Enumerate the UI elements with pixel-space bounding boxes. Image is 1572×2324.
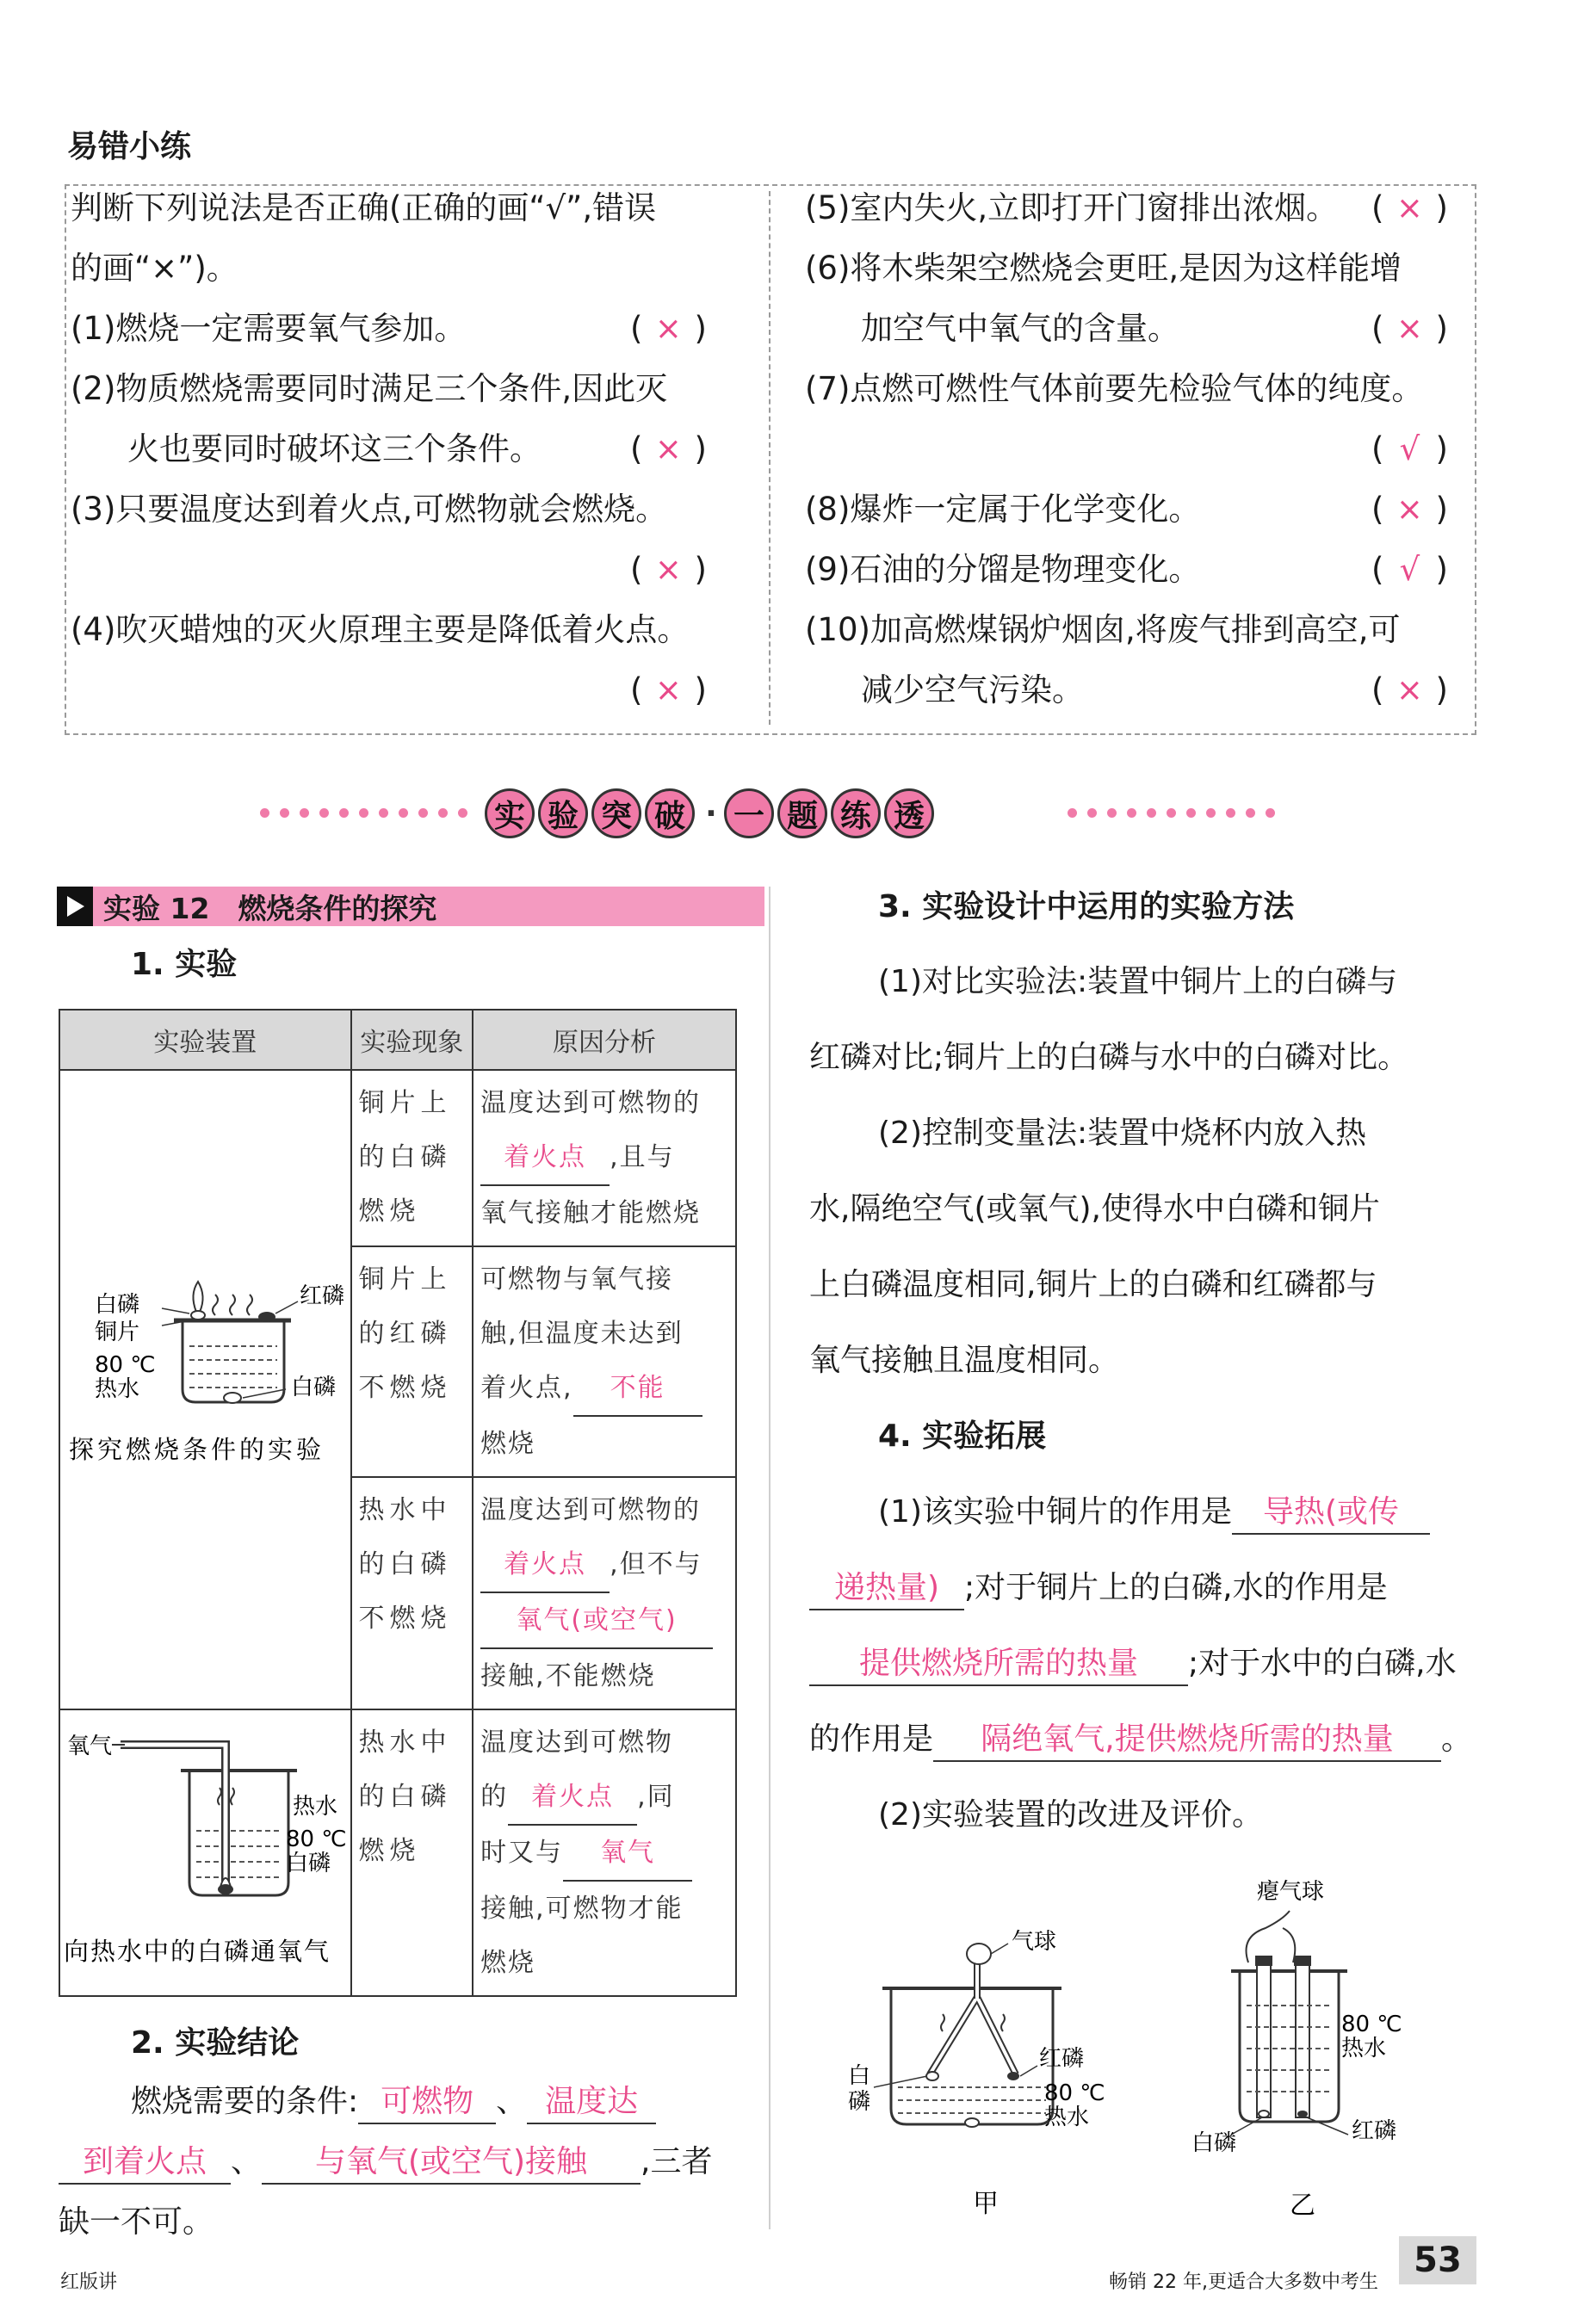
tf-item-5: (5)室内失火,立即打开门窗排出浓烟。 (805, 189, 1339, 226)
figure-caption-2: 向热水中的白磷通氧气 (64, 1937, 331, 1966)
answer-bracket-3: ( × ) (630, 549, 707, 590)
experiment-table (59, 1009, 737, 1997)
tf-item-1: (1)燃烧一定需要氧气参加。 (71, 310, 467, 347)
method-text: (2)控制变量法:装置中烧杯内放入热 (878, 1116, 1367, 1151)
figure-yi (1179, 1876, 1472, 2221)
label-reshui: 热水 (1044, 2105, 1090, 2130)
answer-fill: 氧气 (563, 1826, 692, 1882)
reason-cell: 可燃物与氧气接 触,但温度未达到 着火点, 不能 燃烧 (473, 1246, 736, 1477)
tf-item-2-cont: 火也要同时破坏这三个条件。 (127, 430, 542, 467)
column-divider (769, 191, 771, 725)
section-4-title: 4. 实验拓展 (878, 1419, 1047, 1454)
answer-bracket-2: ( × ) (630, 429, 707, 470)
extension-line-4: 的作用是 隔绝氧气,提供燃烧所需的热量 。 (809, 1719, 1472, 1762)
banner-char: 透 (884, 788, 934, 838)
conclusion-line-3: 缺一不可。 (59, 2204, 214, 2240)
reason-cell: 温度达到可燃物的 着火点 ,但不与 氧气(或空气) 接触,不能燃烧 (473, 1477, 736, 1709)
banner-char: 破 (645, 788, 695, 838)
answer-fill: 可燃物 (358, 2081, 496, 2124)
answer-fill: 氧气(或空气) (480, 1593, 713, 1649)
method-text: 上白磷温度相同,铜片上的白磷和红磷都与 (809, 1267, 1377, 1302)
label-temp: 80 ℃ (1341, 2012, 1402, 2037)
figure-caption-jia: 甲 (973, 2189, 999, 2219)
reason-cell: 温度达到可燃物的 着火点 ,且与 氧气接触才能燃烧 (473, 1070, 736, 1246)
answer-fill: 递热量) (809, 1567, 964, 1610)
beaker-apparatus-figure (60, 1191, 350, 1536)
tf-item-7: (7)点燃可燃性气体前要先检验气体的纯度。 (805, 370, 1424, 407)
extension-line-3: 提供燃烧所需的热量 ;对于水中的白磷,水 (809, 1643, 1457, 1686)
conclusion-line-2: 到着火点 、 与氧气(或空气)接触 ,三者 (59, 2142, 712, 2185)
banner-char: 突 (591, 788, 641, 838)
table-header: 实验现象 (351, 1010, 473, 1070)
banner-char: 题 (777, 788, 827, 838)
answer-fill: 导热(或传 (1232, 1492, 1430, 1535)
tf-item-4: (4)吹灭蜡烛的灭火原理主要是降低着火点。 (71, 611, 690, 648)
answer-bracket-5: ( × ) (1371, 188, 1448, 229)
label-lin: 磷 (848, 2089, 871, 2115)
tf-item-10: (10)加高燃煤锅炉烟囱,将废气排到高空,可 (805, 611, 1401, 648)
phenomenon-cell: 铜片上 的红磷 不燃烧 (351, 1246, 473, 1477)
banner-dots-right (1068, 805, 1285, 815)
method-text: 氧气接触且温度相同。 (809, 1343, 1120, 1378)
tf-item-8: (8)爆炸一定属于化学变化。 (805, 491, 1201, 528)
label-qiqiu: 气球 (1012, 1929, 1057, 1955)
answer-bracket-4: ( × ) (630, 670, 707, 711)
section-2-title: 2. 实验结论 (131, 2025, 300, 2061)
label-temp: 80 ℃ (1044, 2080, 1105, 2106)
label-oxygen: 氧气 (67, 1734, 113, 1759)
banner-char: 练 (831, 788, 881, 838)
section-title: 易错小练 (67, 129, 192, 164)
banner (485, 783, 938, 844)
answer-mark: √ (1399, 551, 1420, 588)
label-reshui: 热水 (1341, 2036, 1387, 2061)
figure-jia (848, 1928, 1123, 2221)
method-text: (1)对比实验法:装置中铜片上的白磷与 (878, 964, 1398, 999)
page-number: 53 (1399, 2236, 1476, 2284)
answer-bracket-10: ( × ) (1371, 670, 1448, 711)
section-3-title: 3. 实验设计中运用的实验方法 (878, 889, 1295, 924)
tf-item-6: (6)将木柴架空燃烧会更旺,是因为这样能增 (805, 250, 1402, 287)
label-baiph: 白磷 (1191, 2130, 1237, 2156)
figure-caption-yi: 乙 (1290, 2191, 1315, 2221)
table-header: 实验装置 (59, 1010, 351, 1070)
oxygen-apparatus-figure (60, 1710, 350, 1986)
answer-fill: 着火点 (480, 1537, 610, 1593)
label-hongph: 红磷 (300, 1283, 345, 1309)
label-temp: 80 ℃ (95, 1352, 156, 1378)
section-1-title: 1. 实验 (131, 947, 238, 982)
label-hongph: 红磷 (1039, 2046, 1085, 2072)
answer-mark: × (654, 430, 682, 467)
tf-intro-line-1: 判断下列说法是否正确(正确的画“√”,错误 (71, 189, 657, 226)
method-text: 红磷对比;铜片上的白磷与水中的白磷对比。 (809, 1040, 1409, 1075)
answer-fill: 到着火点 (59, 2142, 231, 2185)
label-baiph: 白磷 (286, 1851, 331, 1876)
tf-item-10-cont: 减少空气污染。 (861, 671, 1084, 708)
column-separator (769, 887, 771, 2229)
answer-mark: × (1396, 671, 1423, 708)
tf-intro-line-2: 的画“×”)。 (71, 250, 238, 287)
answer-mark: × (1396, 310, 1423, 347)
label-baiph-bottom: 白磷 (291, 1375, 337, 1400)
banner-dots-left (260, 805, 478, 815)
label-reshui: 热水 (95, 1376, 140, 1402)
apparatus-cell-2 (59, 1709, 351, 1996)
banner-char: 实 (485, 788, 535, 838)
answer-bracket-6: ( × ) (1371, 308, 1448, 349)
answer-fill: 提供燃烧所需的热量 (809, 1643, 1188, 1686)
figure-caption-1: 探究燃烧条件的实验 (69, 1435, 325, 1464)
banner-char: 一 (724, 788, 774, 838)
extension-line-5: (2)实验装置的改进及评价。 (878, 1797, 1263, 1833)
conclusion-line-1: 燃烧需要的条件: 可燃物 、 温度达 (131, 2081, 656, 2124)
footer-left: 红版讲 (60, 2271, 118, 2293)
answer-mark: √ (1399, 430, 1420, 467)
tf-item-9: (9)石油的分馏是物理变化。 (805, 551, 1201, 588)
banner-char: 验 (538, 788, 588, 838)
answer-fill: 隔绝氧气,提供燃烧所需的热量 (933, 1719, 1441, 1762)
answer-bracket-1: ( × ) (630, 308, 707, 349)
answer-mark: × (654, 551, 682, 588)
apparatus-cell-1 (59, 1070, 351, 1709)
phenomenon-cell: 铜片上 的白磷 燃烧 (351, 1070, 473, 1246)
label-baiph: 白磷 (95, 1292, 140, 1318)
answer-fill: 温度达 (527, 2081, 656, 2124)
play-icon (57, 887, 93, 926)
label-tongpian: 铜片 (95, 1320, 140, 1345)
answer-mark: × (654, 310, 682, 347)
method-text: 水,隔绝空气(或氧气),使得水中白磷和铜片 (809, 1191, 1380, 1227)
tf-item-3: (3)只要温度达到着火点,可燃物就会燃烧。 (71, 491, 668, 528)
experiment-header (57, 887, 764, 926)
answer-fill: 不能 (573, 1361, 702, 1417)
phenomenon-cell: 热水中 的白磷 燃烧 (351, 1709, 473, 1996)
answer-fill: 着火点 (508, 1770, 637, 1826)
tf-item-6-cont: 加空气中氧气的含量。 (861, 310, 1179, 347)
banner-separator: · (705, 795, 717, 831)
label-temp: 80 ℃ (286, 1826, 347, 1852)
label-reshui: 热水 (293, 1794, 338, 1820)
answer-mark: × (654, 671, 682, 708)
phenomenon-cell: 热水中 的白磷 不燃烧 (351, 1477, 473, 1709)
label-shouqiqiu: 瘪气球 (1257, 1879, 1325, 1905)
answer-fill: 与氧气(或空气)接触 (262, 2142, 641, 2185)
label-bai: 白 (848, 2063, 871, 2089)
label-hongph: 红磷 (1352, 2118, 1397, 2144)
answer-mark: × (1396, 189, 1423, 226)
footer-slogan: 畅销 22 年,更适合大多数中考生 (1109, 2271, 1378, 2293)
extension-line-2: 递热量) ;对于铜片上的白磷,水的作用是 (809, 1567, 1388, 1610)
tf-item-2: (2)物质燃烧需要同时满足三个条件,因此灭 (71, 370, 668, 407)
extension-line-1: (1)该实验中铜片的作用是 导热(或传 (878, 1492, 1430, 1535)
table-header: 原因分析 (473, 1010, 736, 1070)
answer-bracket-7: ( √ ) (1371, 429, 1448, 470)
answer-fill: 着火点 (480, 1130, 610, 1186)
answer-mark: × (1396, 491, 1423, 528)
answer-bracket-8: ( × ) (1371, 489, 1448, 530)
reason-cell: 温度达到可燃物 的 着火点 ,同 时又与 氧气 接触,可燃物才能 燃烧 (473, 1709, 736, 1996)
experiment-title: 实验 12 燃烧条件的探究 (103, 891, 437, 925)
answer-bracket-9: ( √ ) (1371, 549, 1448, 590)
